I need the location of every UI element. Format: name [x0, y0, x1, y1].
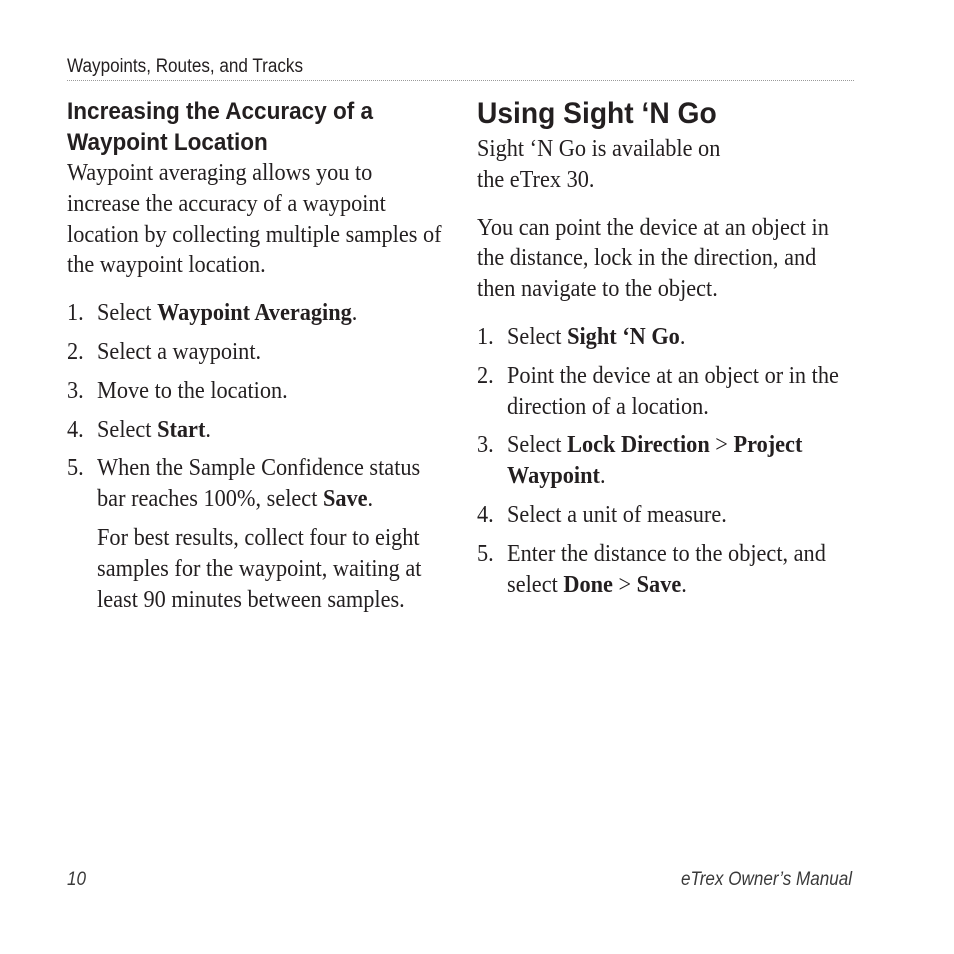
page-number: 10	[67, 869, 87, 890]
step-number: 5.	[477, 539, 494, 567]
step-text: When the Sample Confidence status bar reaches 100%, select	[97, 454, 421, 513]
step-number: 1.	[67, 299, 84, 327]
step-number: 2.	[67, 337, 84, 365]
step-number: 4.	[67, 415, 84, 443]
ui-term: Sight ‘N Go	[567, 322, 680, 350]
list-item	[477, 322, 857, 353]
list-item	[67, 453, 447, 515]
header-divider	[67, 80, 854, 81]
step-punct: .	[599, 462, 606, 490]
ui-term: Done	[563, 570, 613, 598]
section-title-sight-n-go: Using Sight ‘N Go	[477, 97, 717, 130]
ui-term: Start	[157, 415, 206, 443]
list-item	[67, 376, 447, 407]
step-punct: .	[351, 299, 358, 327]
ui-term: Save	[636, 570, 682, 598]
ui-term: Save	[322, 485, 368, 513]
step-text: Select	[507, 431, 568, 459]
right-body	[477, 134, 857, 600]
left-column	[67, 96, 452, 615]
step-number: 2.	[477, 361, 494, 389]
step-text: Select a waypoint.	[97, 337, 262, 365]
ui-term: Lock Direction	[567, 431, 710, 459]
waypoint-averaging-steps	[67, 298, 447, 515]
running-header: Waypoints, Routes, and Tracks	[67, 56, 304, 77]
step-punct: .	[681, 570, 687, 598]
step-text: Enter the distance to the object, and select	[507, 539, 826, 598]
sight-n-go-availability: Sight ‘N Go is available on the eTrex 30.	[477, 135, 721, 193]
step-punct: .	[679, 322, 686, 350]
best-results-note: For best results, collect four to eight samples for the waypoint, waiting at least 90 minutes between samples.	[97, 523, 422, 613]
ui-term: Waypoint Averaging	[157, 299, 352, 327]
step-text: Select a unit of measure.	[507, 500, 727, 528]
right-column	[477, 96, 862, 608]
section-title-waypoint-accuracy: Increasing the Accuracy of a Waypoint Location	[67, 98, 374, 156]
menu-separator: >	[709, 431, 734, 459]
step-text: Move to the location.	[97, 376, 288, 404]
step-text: Select	[507, 322, 568, 350]
step-number: 5.	[67, 454, 84, 482]
list-item	[67, 337, 447, 368]
step-punct: .	[205, 415, 211, 443]
list-item	[67, 298, 447, 329]
menu-separator: >	[612, 570, 637, 598]
step-text: Select	[97, 299, 158, 327]
manual-title: eTrex Owner’s Manual	[680, 869, 852, 890]
sight-n-go-steps	[477, 322, 857, 600]
step-punct: .	[367, 485, 374, 513]
step-number: 3.	[477, 431, 494, 459]
waypoint-averaging-intro: Waypoint averaging allows you to increase the accuracy of a waypoint location by collecting multiple samples of the waypoint location.	[67, 159, 442, 279]
step-text: Select	[97, 415, 158, 443]
step-number: 1.	[477, 322, 494, 350]
step-text: Point the device at an object or in the direction of a location.	[507, 361, 839, 420]
ui-term: Project Waypoint	[507, 431, 803, 490]
left-body	[67, 158, 447, 615]
list-item	[477, 361, 857, 423]
step-number: 4.	[477, 500, 494, 528]
list-item	[67, 415, 447, 446]
list-item	[477, 430, 857, 492]
list-item	[477, 500, 857, 531]
step-number: 3.	[67, 376, 84, 404]
list-item	[477, 539, 857, 601]
sight-n-go-intro: You can point the device at an object in the distance, lock in the direction, and then navigate to the object.	[477, 213, 829, 303]
